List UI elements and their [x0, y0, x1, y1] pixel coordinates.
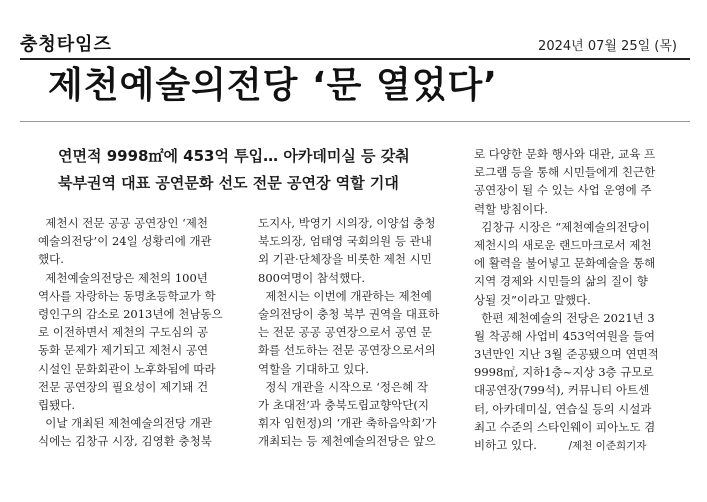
text-line: 제천시는 이번에 개관하는 제천예: [258, 288, 432, 303]
text-line: 령인구의 감소로 2013년에 천남동으: [38, 306, 223, 321]
reporter-byline: /제천 이준희기자: [568, 440, 647, 452]
issue-date: 2024년 07월 25일 (목): [538, 39, 677, 54]
text-line: 했다.: [38, 252, 64, 267]
text-line: 동화 문제가 제기되고 제천시 공연: [38, 343, 209, 358]
text-line: 휘자 임헌정)의 ‘개관 축하음악회’가: [258, 416, 437, 431]
text-line: 이날 개최된 제천예술의전당 개관: [38, 416, 212, 431]
text-line: 도지사, 박영기 시의장, 이양섭 충청: [258, 216, 436, 230]
headline-divider: [20, 121, 690, 122]
article-column-3: [474, 145, 659, 454]
text-line: 시설인 문화회관이 노후화됨에 따라: [38, 361, 216, 376]
text-line: 역사를 자랑하는 동명초등학교가 학: [38, 288, 216, 303]
text-line: 는 전문 공공 공연장으로서 공연 문: [258, 325, 432, 340]
text-line: 술의전당이 충청 북부 권역을 대표하: [258, 306, 440, 321]
text-line: 로그램 등을 통해 시민들에게 친근한: [474, 165, 656, 180]
article-column-1: [38, 214, 223, 450]
text-line: 외 기관·단체장을 비롯한 제천 시민: [258, 252, 432, 267]
text-line: 공연장이 될 수 있는 사업 운영에 주: [474, 183, 652, 198]
text-line: 에 활력을 불어넣고 문화예술을 통해: [474, 256, 656, 271]
text-line: 정식 개관을 시작으로 ‘정은혜 작: [258, 379, 429, 394]
subheadline-line: 북부권역 대표 공연문화 선도 전문 공연장 역할 기대: [58, 174, 399, 192]
text-line: 김창규 시장은 “제천예술의전당이: [474, 219, 651, 234]
text-line: 북도의장, 엄태영 국회의원 등 관내: [258, 234, 432, 249]
text-line: 지역 경제와 시민들의 삶의 질이 향: [474, 274, 648, 289]
subheadline-line: 연면적 9998㎡에 453억 투입… 아카데미실 등 갖춰: [58, 147, 410, 165]
text-line: 제천시 전문 공공 공연장인 ‘제천: [38, 216, 209, 230]
text-line: 립됐다.: [38, 397, 75, 412]
text-line: 전문 공연장의 필요성이 제기돼 건: [38, 379, 209, 394]
text-line-end: 비하고 있다.: [474, 438, 537, 452]
text-line: 력할 방침이다.: [474, 201, 548, 216]
text-line: 9998㎡, 지하1층~지상 3층 규모로: [474, 365, 654, 380]
masthead: [0, 0, 707, 56]
newspaper-name: 충청타임즈: [20, 34, 112, 55]
text-line: [474, 436, 659, 454]
text-line: 예술의전당’이 24일 성황리에 개관: [38, 234, 212, 249]
text-line: 최고 수준의 스타인웨이 피아노도 겸: [474, 419, 656, 434]
text-line: 월 착공해 사업비 453억여원을 들여: [474, 328, 655, 343]
text-line: 제천시의 새로운 랜드마크로서 제천: [474, 237, 652, 252]
article-subheadline: [58, 143, 458, 197]
article-column-2: [258, 214, 439, 450]
text-line: 대공연장(799석), 커뮤니티 아트센: [474, 383, 650, 398]
text-line: 개최되는 등 제천예술의전당은 앞으: [258, 434, 436, 449]
text-line: 화를 선도하는 전문 공연장으로서의: [258, 343, 436, 358]
text-line: 제천예술의전당은 제천의 100년: [38, 270, 208, 285]
text-line: 800여명이 참석했다.: [258, 270, 366, 285]
text-line: 3년만인 지난 3월 준공됐으며 연면적: [474, 347, 659, 362]
text-line: 상될 것”이라고 말했다.: [474, 292, 591, 307]
text-line: 터, 아카데미실, 연습실 등의 시설과: [474, 401, 652, 416]
text-line: 한편 제천예술의 전당은 2021년 3: [474, 310, 655, 325]
text-line: 로 다양한 문화 행사와 대관, 교육 프: [474, 147, 656, 161]
text-line: 역할을 기대하고 있다.: [258, 361, 369, 376]
masthead-divider: [20, 58, 690, 60]
text-line: 가 초대전’과 충북도립교향악단(지: [258, 397, 429, 412]
article-headline: 제천예술의전당 ‘문 열었다’: [48, 65, 498, 106]
text-line: 로 이전하면서 제천의 구도심의 공: [38, 325, 209, 340]
text-line: 식에는 김창규 시장, 김영환 충청북: [38, 434, 212, 449]
